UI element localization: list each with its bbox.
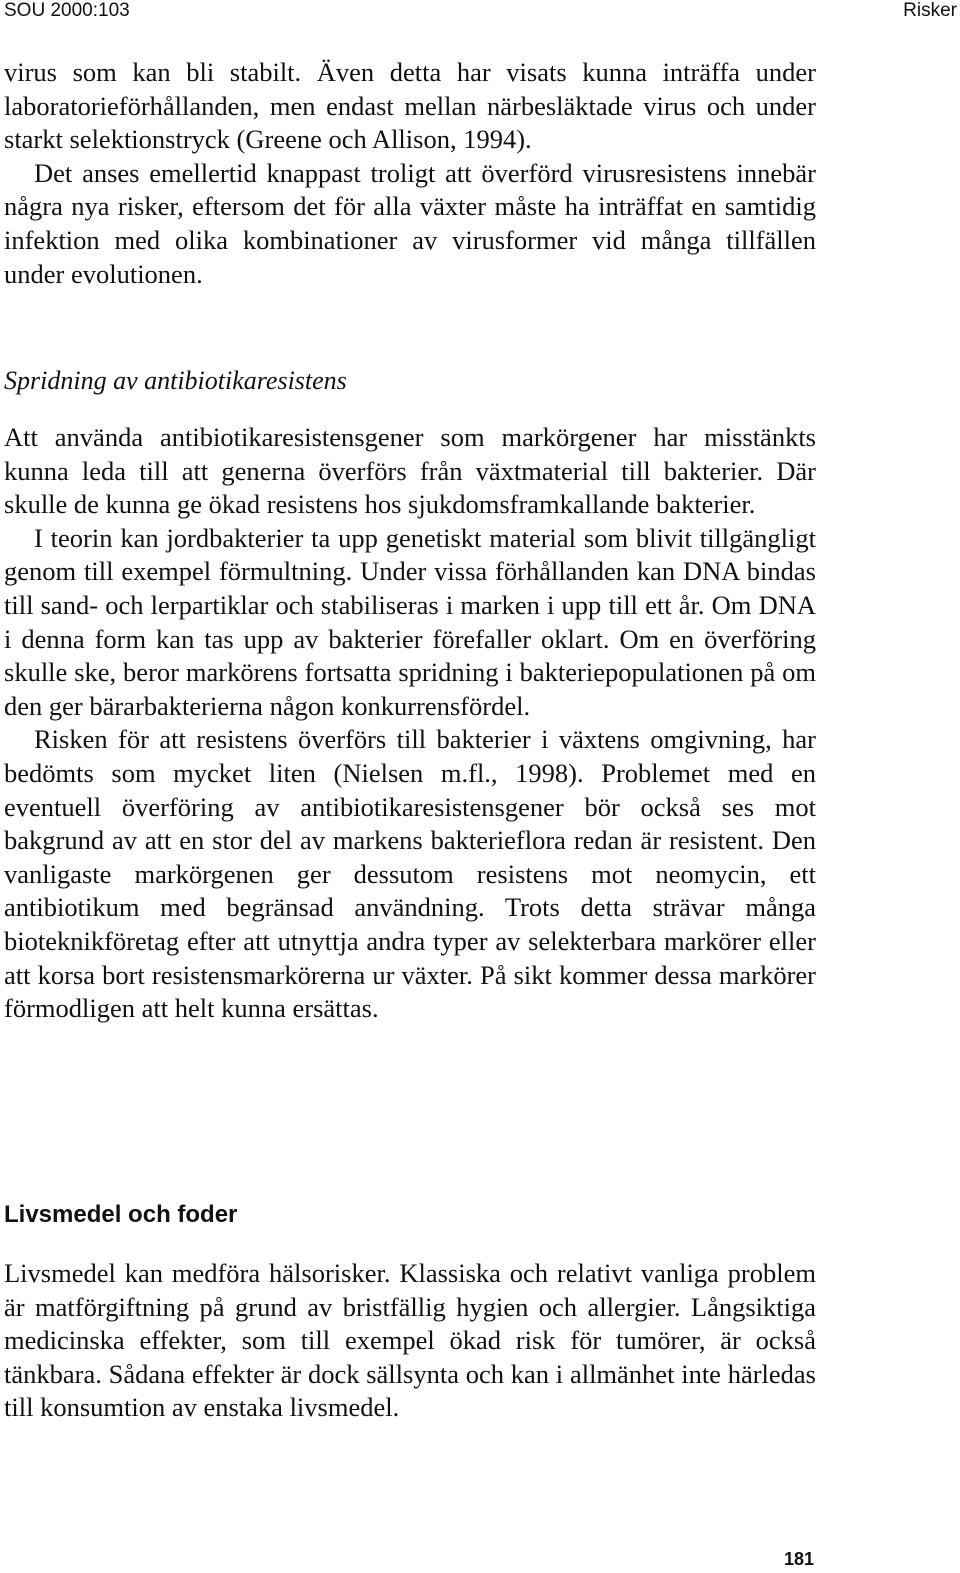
paragraph: virus som kan bli stabilt. Även detta har visats kunna inträffa under laboratorieförhållanden, men endast mellan närbesläktade virus och under starkt selektionstryck (Greene och Allison, 1994). [4, 57, 816, 155]
document-reference: SOU 2000:103 [4, 0, 130, 21]
section-heading: Livsmedel och foder [4, 1201, 238, 1228]
text-block-virus [4, 56, 816, 291]
subheading: Spridning av antibiotikaresistens [4, 366, 347, 395]
paragraph: Risken för att resistens överförs till bakterier i växtens omgivning, har bedömts som mycket liten (Nielsen m.fl., 1998). Problemet med en eventuell överföring av antibiotikaresistensgener bör också ses mot bakgrund av att en stor del av markens bakterieflora redan är resistent. Den vanligaste markörgenen ger dessutom resistens mot neomycin, ett antibiotikum med begränsad användning. Trots detta strävar många bioteknikföretag efter att utnyttja andra typer av selekterbara markörer eller att korsa bort resistensmarkörerna ur växter. På sikt kommer dessa markörer förmodligen att helt kunna ersättas. [4, 724, 816, 1024]
chapter-title: Risker [903, 0, 957, 21]
paragraph: Att använda antibiotikaresistensgener som markörgener har misstänkts kunna leda till att generna överförs från växtmaterial till bakterier. Där skulle de kunna ge ökad resistens hos sjukdomsframkallande bakterier. [4, 422, 816, 520]
paragraph: Det anses emellertid knappast troligt att överförd virusresistens innebär några nya risker, eftersom det för alla växter måste ha inträffat en samtidig infektion med olika kombinationer av virusformer vid många tillfällen under evolutionen. [4, 157, 816, 289]
text-block-antibiotic [4, 421, 816, 1026]
page-number: 181 [783, 1549, 814, 1569]
text-block-food [4, 1257, 816, 1425]
running-header [0, 0, 960, 30]
paragraph: I teorin kan jordbakterier ta upp genetiskt material som blivit tillgängligt genom till exempel förmultning. Under vissa förhållanden kan DNA bindas till sand- och lerpartiklar och stabiliseras i marken i upp till ett år. Om DNA i denna form kan tas upp av bakterier förefaller oklart. Om en överföring skulle ske, beror markörens fortsatta spridning i bakteriepopulationen på om den ger bärarbakterierna någon konkurrensfördel. [4, 522, 816, 721]
paragraph: Livsmedel kan medföra hälsorisker. Klassiska och relativt vanliga problem är matförgiftning på grund av bristfällig hygien och allergier. Långsiktiga medicinska effekter, som till exempel ökad risk för tumörer, är också tänkbara. Sådana effekter är dock sällsynta och kan i allmänhet inte härledas till konsumtion av enstaka livsmedel. [4, 1258, 816, 1423]
